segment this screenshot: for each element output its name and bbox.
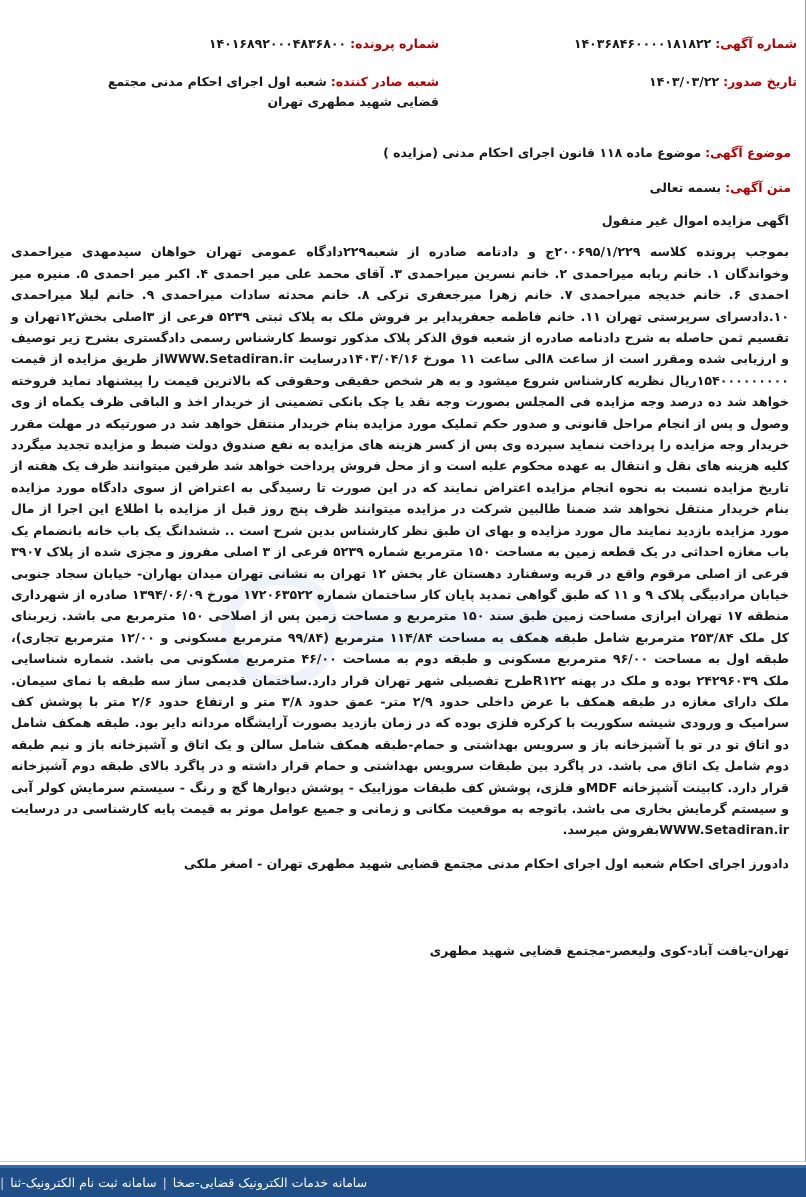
footer-bar	[0, 1165, 806, 1197]
ad-number	[574, 34, 797, 54]
footer-link-sana[interactable]: سامانه ثبت نام الکترونیک-ثنا	[10, 1175, 157, 1190]
issuing-branch	[79, 72, 439, 112]
ad-text-heading	[650, 180, 791, 195]
footer-separator: |	[162, 1175, 167, 1190]
ad-subject	[383, 145, 791, 160]
ad-body	[11, 210, 789, 962]
issue-date-value: ۱۴۰۳/۰۳/۲۲	[648, 74, 720, 89]
ad-subject-label: موضوع آگهی:	[705, 145, 791, 160]
case-number	[209, 34, 439, 54]
issuing-branch-label: شعبه صادر کننده:	[330, 74, 439, 89]
signatory: دادورز اجرای احکام شعبه اول اجرای احکام مدنی مجتمع قضایی شهید مطهری تهران - اصغر ملکی	[183, 855, 789, 871]
ad-subject-value: موضوع ماده ۱۱۸ قانون اجرای احکام مدنی (مزایده )	[383, 145, 702, 160]
ad-number-label: شماره آگهی:	[715, 36, 797, 51]
court-address: تهران-یافت آباد-کوی ولیعصر-مجتمع قضایی شهید مطهری	[429, 943, 789, 959]
issuing-branch-value: شعبه اول اجرای احکام مدنی مجتمع قضایی شهید مطهری تهران	[107, 74, 439, 109]
footer-separator-end: |	[0, 1175, 5, 1190]
ad-text-label: متن آگهی:	[725, 180, 791, 195]
ad-number-value: ۱۴۰۳۶۸۴۶۰۰۰۰۱۸۱۸۲۲	[573, 36, 712, 51]
ad-title: اگهی مزایده اموال غیر منقول	[601, 213, 789, 228]
ad-text-invocation: بسمه تعالی	[649, 180, 722, 195]
case-number-value: ۱۴۰۱۶۸۹۲۰۰۰۴۸۳۶۸۰۰	[208, 36, 347, 51]
footer-link-sakha[interactable]: سامانه خدمات الکترونیک قضایی-صخا	[172, 1175, 368, 1190]
issue-date-label: تاریخ صدور:	[723, 74, 797, 89]
ad-main-text: بموجب پرونده کلاسه ۲۰۰۶۹۵/۱/۲۲۹ج و دادنامه صادره از شعبه۲۲۹دادگاه عمومی تهران خواهان سیدمهدی میراحمدی وخواندگان ۱. خانم ربابه میراحمدی ۲. خانم نسرین میراحمدی ۳. آقای محمد علی میر احمدی ۴. اکبر میر احمدی ۵. منیره میر احمدی ۶. خانم خدیجه میراحمدی ۷. خانم زهرا میرجعفری ترکی ۸. خانم محدثه سادات میراحمدی ۹. خانم لیلا میراحمدی ۱۰.دادسرای سرپرستی تهران ۱۱. خانم فاطمه جعفرپدایر بر فروش ملک به پلاک ثبتی ۵۲۳۹ فرعی از ۳اصلی بخش۱۲تهران و تقسیم ثمن حاصله به شرح دادنامه صادره از شعبه فوق الذکر پلاک مذکور توسط کارشناس رسمی دادگستری بشرح زیر توصیف و ارزیابی شده ومقرر است از ساعت ۸الی ساعت ۱۱ مورخ ۱۴۰۳/۰۴/۱۶درسایت WWW.Setadiran.irاز طریق مزایده از قیمت ۱۵۴۰۰۰۰۰۰۰۰۰ریال نظریه کارشناس شروع میشود و به هر شخص حقیقی وحقوقی که بالاترین قیمت را پیشنهاد نماید فروخته خواهد شد ده درصد وجه مزایده فی المجلس بصورت وجه نقد یا چک بانکی تضمینی از خریدار اخذ و الباقی ظرف یکماه از وی وصول و پس از انجام مراحل قانونی و صدور حکم تملیک مورد مزایده بنام خریدار منتقل خواهد شد در صورتیکه در مهلت مقرر خریدار وجه مزایده را پرداخت ننماید سپرده وی پس از کسر هزینه های مزایده به نفع صندوق دولت ضبط و مزایده تجدید میگردد کلیه هزینه های نقل و انتقال به عهده محکوم علیه است و از محل فروش پرداخت خواهد شد طرفین میتوانند ظرف یک هفته از تاریخ مزایده نسبت به نحوه انجام مزایده اعتراض نمایند که در این صورت تا رسیدگی به اعتراض از سوی دادگاه مورد مزایده بنام خریدار منتقل نخواهد شد ضمنا طالبین شرکت در مزایده میتوانند ظرف پنج روز قبل از مزایده با اطلاع این اجرا از مال مورد مزایده بازدید نمایند مال مورد مزایده و بهای ان طبق نظر کارشناس بدین شرح است .. ششدانگ یک باب خانه بانضمام یک باب مغازه احداثی در یک قطعه زمین به مساحت ۱۵۰ مترمربع شماره ۵۲۳۹ فرعی از ۳ اصلی مفروز و مجزی شده از پلاک ۳۹۰۷ فرعی از اصلی مرقوم واقع در قریه وسفنارد دهستان غار بخش ۱۲ تهران به نشانی تهران میدان بهاران- خیابان سجاد جنوبی خیابان مرادبیگی پلاک ۹ و ۱۱ که طبق گواهی تمدید پایان کار ساختمان شماره ۱۷۲۰۶۳۵۲۲ مورخ ۱۳۹۴/۰۶/۰۹ صادره از شهرداری منطقه ۱۷ تهران ابرازی مساحت زمین طبق سند ۱۵۰ مترمربع و مساحت زمین پس از اصلاحی ۱۵۰ مترمربع می باشد. زیربنای کل ملک ۲۵۳/۸۴ مترمربع شامل طبقه همکف به مساحت ۱۱۴/۸۴ مترمربع (۹۹/۸۴ مترمربع مسکونی و ۱۲/۰۰ مترمربع تجاری)، طبقه اول به مساحت ۹۶/۰۰ مترمربع مسکونی و طبقه دوم به مساحت ۴۶/۰۰ مترمربع مسکونی می باشد. شماره شناسایی ملک ۲۴۲۹۶۰۳۹ بوده و ملک در پهنه R۱۲۲طرح تفصیلی شهر تهران قرار دارد.ساختمان قدیمی ساز سه طبقه با نمای سیمان. ملک دارای مغازه در طبقه همکف با عرض داخلی حدود ۲/۹ متر- عمق حدود ۳/۸ متر و ارتفاع حدود ۲/۶ متر با پوشش کف سرامیک و ورودی شیشه سکوریت با کرکره فلزی بوده که در زمان بازدید بصورت آرایشگاه مردانه دایر بود. طبقه همکف شامل دو اتاق تو در تو با آشپزخانه باز و سرویس بهداشتی و حمام-طبقه همکف شامل سالن و یک اتاق و آشپزخانه باز و نیم طبقه دوم شامل یک اتاق می باشد. در پاگرد بین طبقات سرویس بهداشتی و حمام قرار داشته و در پاگرد بالای طبقه دوم آشپزخانه قرار دارد. کابینت آشپزخانه MDFو فلزی، پوشش کف طبقات موزاییک - پوشش دیوارها گچ و رنگ - سیستم سرمایش کولر آبی و سیستم گرمایش بخاری می باشد. باتوجه به موقعیت مکانی و زمانی و جمیع عوامل موثر به قیمت پایه کارشناسی در درسایت WWW.Setadiran.irبفروش میرسد.	[11, 244, 790, 838]
case-number-label: شماره پرونده:	[350, 36, 439, 51]
issue-date	[649, 72, 797, 92]
